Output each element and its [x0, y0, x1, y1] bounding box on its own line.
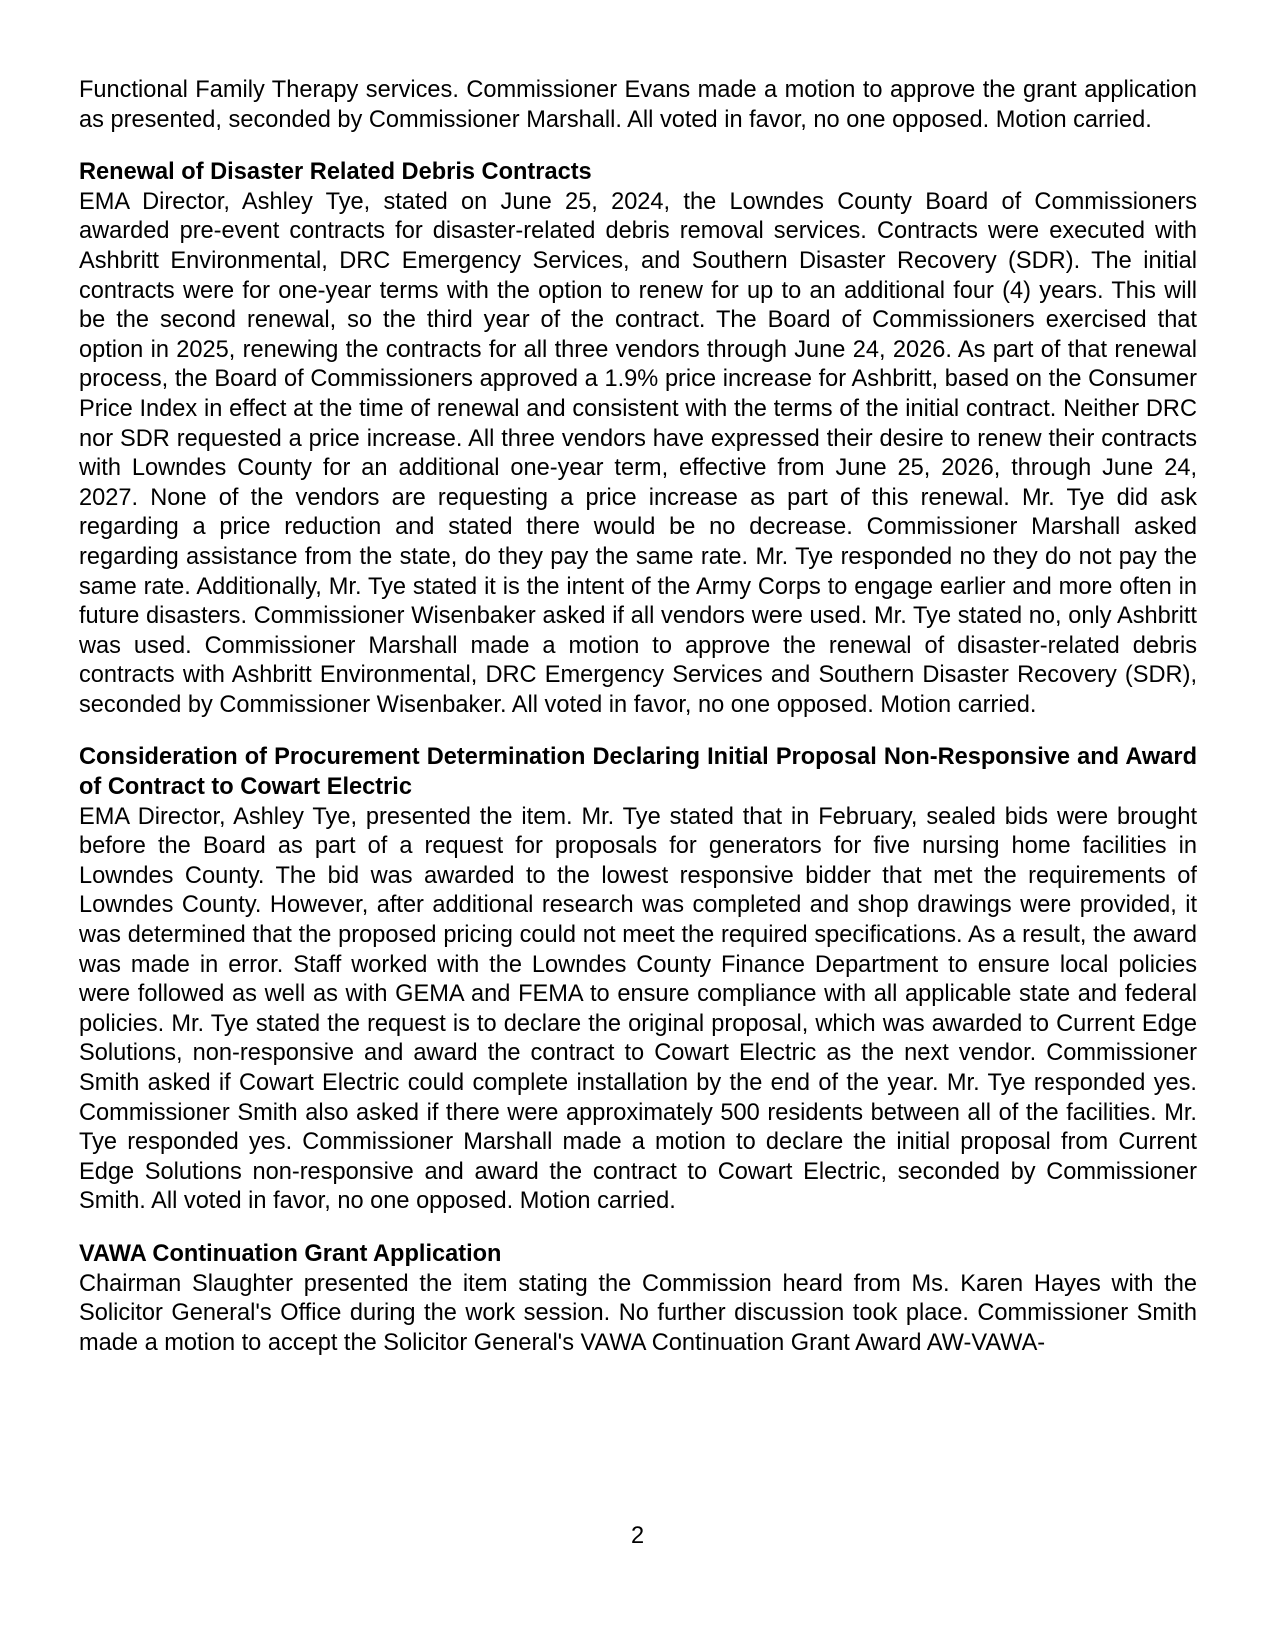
section-vawa-grant [79, 1240, 1197, 1358]
section-heading: VAWA Continuation Grant Application [79, 1240, 502, 1267]
intro-paragraph: Functional Family Therapy services. Commissioner Evans made a motion to approve the grant application as presented, seconded by Commissioner Marshall. All voted in favor, no one opposed. Motion carried. [79, 77, 1197, 133]
section-procurement-determination [79, 743, 1197, 1217]
section-debris-contracts [79, 158, 1197, 720]
section-body: EMA Director, Ashley Tye, presented the item. Mr. Tye stated that in February, sealed bids were brought before the Board as part of a request for proposals for generators for five nursing home facilities in Lowndes County. The bid was awarded to the lowest responsive bidder that met the requirements of Lowndes County. However, after additional research was completed and shop drawings were provided, it was determined that the proposed pricing could not meet the required specifications. As a result, the award was made in error. Staff worked with the Lowndes County Finance Department to ensure local policies were followed as well as with GEMA and FEMA to ensure compliance with all applicable state and federal policies. Mr. Tye stated the request is to declare the original proposal, which was awarded to Current Edge Solutions, non-responsive and award the contract to Cowart Electric as the next vendor. Commissioner Smith asked if Cowart Electric could complete installation by the end of the year. Mr. Tye responded yes. Commissioner Smith also asked if there were approximately 500 residents between all of the facilities. Mr. Tye responded yes. Commissioner Marshall made a motion to declare the initial proposal from Current Edge Solutions non-responsive and award the contract to Cowart Electric, seconded by Commissioner Smith. All voted in favor, no one opposed. Motion carried. [79, 803, 1197, 1215]
section-heading: Renewal of Disaster Related Debris Contracts [79, 159, 592, 186]
page-number: 2 [630, 1523, 645, 1549]
document-page [79, 76, 1197, 1358]
section-body: Chairman Slaughter presented the item stating the Commission heard from Ms. Karen Hayes with the Solicitor General's Office during the work session. No further discussion took place. Commissioner Smith made a motion to accept the Solicitor General's VAWA Continuation Grant Award AW-VAWA- [79, 1270, 1197, 1356]
section-body: EMA Director, Ashley Tye, stated on June 25, 2024, the Lowndes County Board of Commissioners awarded pre-event contracts for disaster-related debris removal services. Contracts were executed with Ashbritt Environmental, DRC Emergency Services, and Southern Disaster Recovery (SDR). The initial contracts were for one-year terms with the option to renew for up to an additional four (4) years. This will be the second renewal, so the third year of the contract. The Board of Commissioners exercised that option in 2025, renewing the contracts for all three vendors through June 24, 2026. As part of that renewal process, the Board of Commissioners approved a 1.9% price increase for Ashbritt, based on the Consumer Price Index in effect at the time of renewal and consistent with the terms of the initial contract. Neither DRC nor SDR requested a price increase. All three vendors have expressed their desire to renew their contracts with Lowndes County for an additional one-year term, effective from June 25, 2026, through June 24, 2027. None of the vendors are requesting a price increase as part of this renewal. Mr. Tye did ask regarding a price reduction and stated there would be no decrease. Commissioner Marshall asked regarding assistance from the state, do they pay the same rate. Mr. Tye responded no they do not pay the same rate. Additionally, Mr. Tye stated it is the intent of the Army Corps to engage earlier and more often in future disasters. Commissioner Wisenbaker asked if all vendors were used. Mr. Tye stated no, only Ashbritt was used. Commissioner Marshall made a motion to approve the renewal of disaster-related debris contracts with Ashbritt Environmental, DRC Emergency Services and Southern Disaster Recovery (SDR), seconded by Commissioner Wisenbaker. All voted in favor, no one opposed. Motion carried. [79, 188, 1197, 718]
section-heading: Consideration of Procurement Determination Declaring Initial Proposal Non-Responsive and Award of Contract to Cowart Electric [79, 744, 1197, 801]
